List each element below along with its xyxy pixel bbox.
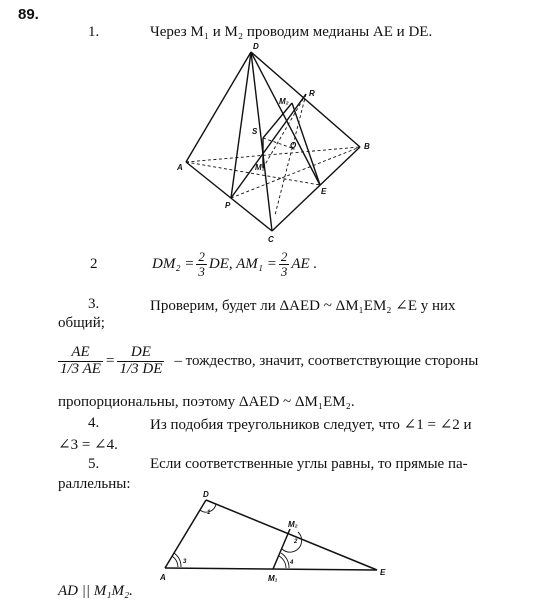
fig2-label-angle2: 2: [294, 539, 298, 545]
fig2-label-D: D: [203, 490, 209, 499]
step2-mid: DE, AM₁ =: [208, 255, 277, 272]
conclusion: AD || M₁M₂.: [58, 583, 133, 599]
fig1-label-C: C: [268, 235, 274, 244]
step3-line1: Проверим, будет ли ΔAED ~ ΔM₁EM₂ ∠E у них: [150, 298, 456, 314]
step2-number: 2: [90, 256, 98, 272]
step3-eq: =: [105, 352, 115, 369]
step4-line2: ∠3 = ∠4.: [58, 437, 118, 453]
step4-line1: Из подобия треугольников следует, что ∠1 = ∠2 и: [150, 417, 472, 433]
fig2-label-angle4: 4: [290, 560, 294, 566]
step5-number: 5.: [88, 456, 100, 472]
step3-line4: пропорциональны, поэтому ΔAED ~ ΔM₁EM₂.: [58, 394, 355, 410]
fig2-label-E: E: [380, 568, 386, 577]
fig2-label-angle1: 1: [207, 510, 211, 516]
step4-number: 4.: [88, 415, 100, 431]
step3-number: 3.: [88, 296, 100, 312]
fig2-label-M2: M₂: [288, 520, 298, 529]
step2-frac1: $\frac{2}{3}$: [198, 248, 205, 279]
fig1-label-S: S: [252, 127, 258, 136]
step2-lhs: DM₂ =: [152, 255, 195, 272]
fig1-label-Q: Q: [290, 141, 297, 150]
fig1-label-M1: M₁: [255, 163, 265, 172]
step2-rhs: AE .: [291, 255, 318, 272]
step3-frac-right: $\frac{DE}{1/3 DE}$: [119, 343, 163, 377]
step1-number: 1.: [88, 24, 100, 40]
fig1-label-B: B: [364, 142, 370, 151]
step5-line1: Если соответственные углы равны, то прямые па-: [150, 456, 468, 472]
step5-line2: раллельны:: [58, 476, 131, 492]
step1-text: Через M₁ и M₂ проводим медианы AE и DE.: [150, 24, 433, 40]
fig2-label-M1: M₁: [268, 574, 278, 583]
fig1-label-E: E: [321, 187, 327, 196]
fig1-label-A: A: [177, 163, 183, 172]
step3-frac-left: $\frac{AE}{1/3 AE}$: [60, 343, 101, 377]
step3-line2: общий;: [58, 315, 105, 331]
fig2-label-A: A: [160, 573, 166, 582]
fig1-label-M2: M₂: [279, 97, 289, 106]
fig1-label-P: P: [225, 201, 231, 210]
fig2-label-angle3: 3: [183, 559, 187, 565]
fig1-label-R: R: [309, 89, 315, 98]
step3-continuation: – тождество, значит, соответствующие стороны: [174, 352, 479, 369]
problem-number: 89.: [18, 6, 39, 23]
fig1-label-D: D: [253, 42, 259, 51]
step2-frac2: $\frac{2}{3}$: [280, 248, 288, 279]
